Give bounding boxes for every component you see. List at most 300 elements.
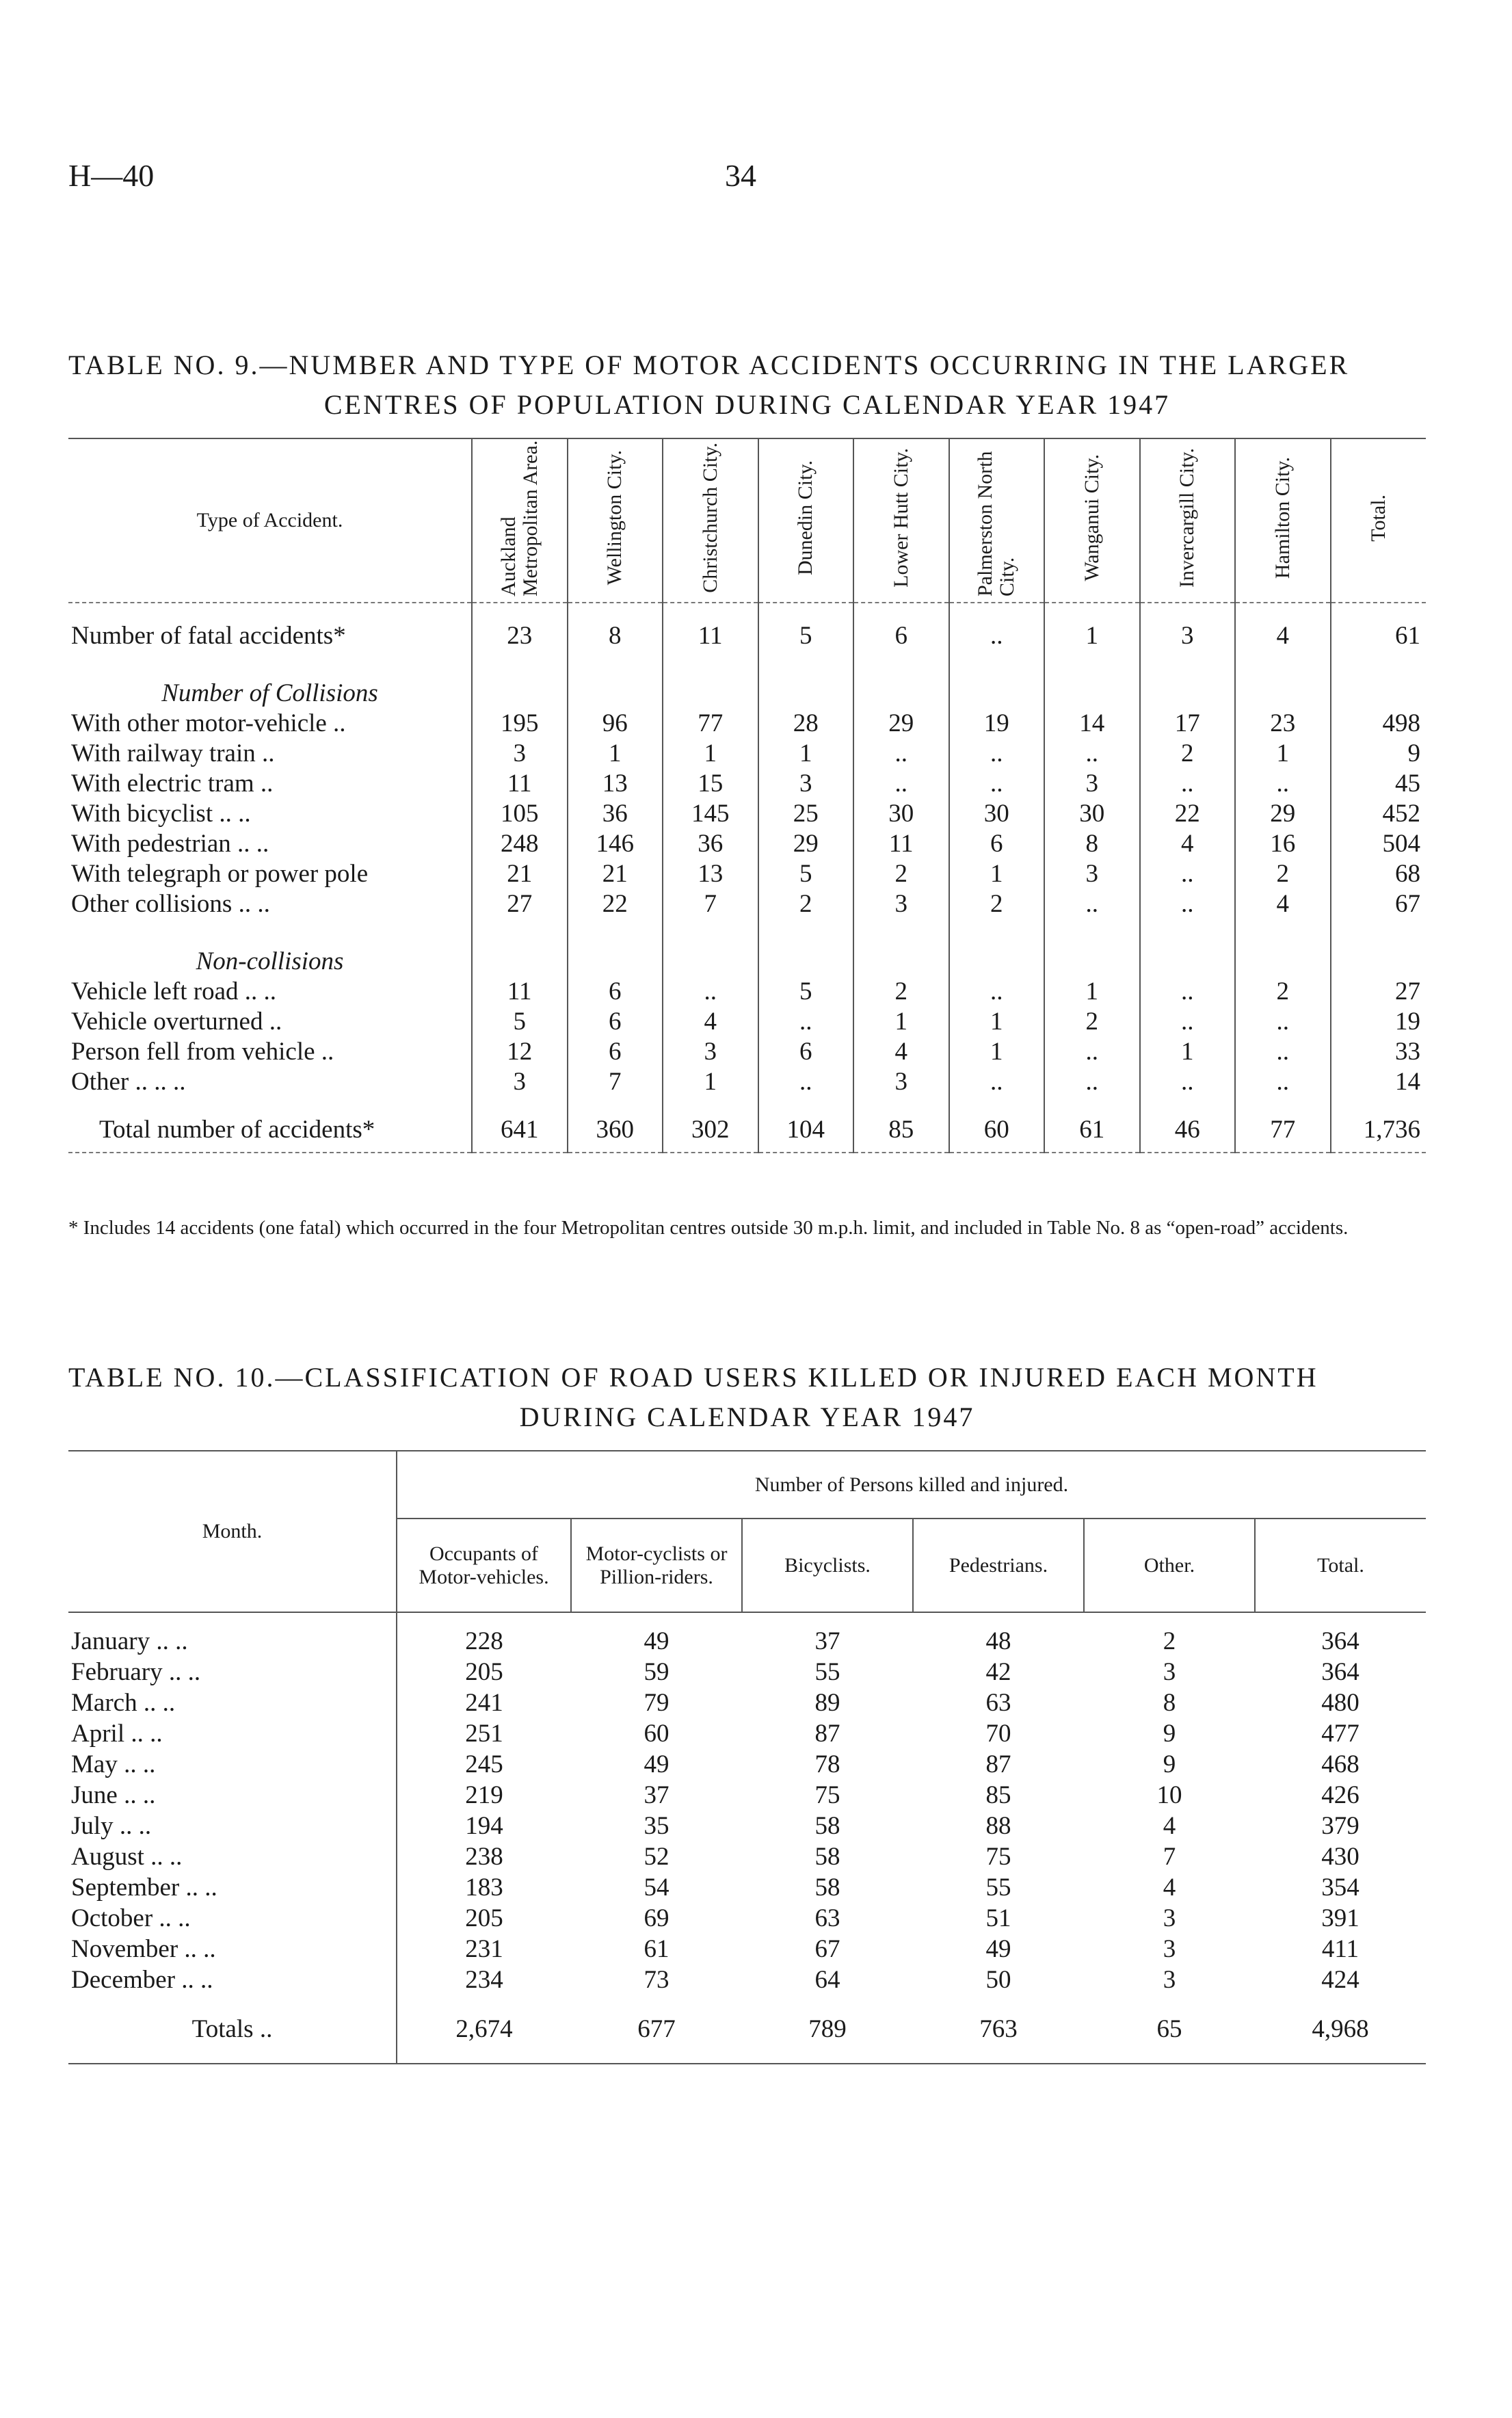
table9-cell: .. bbox=[1235, 1037, 1331, 1067]
table9-cell: 3 bbox=[663, 1037, 758, 1067]
table9-cell: 1 bbox=[949, 859, 1045, 889]
table9-cell: 33 bbox=[1331, 1037, 1427, 1067]
table10-cell: 379 bbox=[1321, 1812, 1360, 1840]
table9-cell: 1 bbox=[949, 1007, 1045, 1037]
table9-row-label: Number of fatal accidents* bbox=[71, 622, 346, 650]
table9-cell: .. bbox=[1235, 1067, 1331, 1097]
table9-cell: 3 bbox=[1140, 603, 1236, 651]
table10-total-cell: 4,968 bbox=[1255, 1995, 1426, 2064]
table9-cell: 36 bbox=[663, 829, 758, 859]
table9-cell: 61 bbox=[1044, 1097, 1140, 1153]
table9-cell: .. bbox=[1140, 977, 1236, 1007]
table10-month-label: April .. .. bbox=[71, 1720, 163, 1748]
table9-empty-cell bbox=[568, 651, 663, 709]
table10-cell: 64 bbox=[814, 1966, 840, 1994]
table9-cell: 4 bbox=[1235, 603, 1331, 651]
noncollisions-subheading: Non-collisions bbox=[196, 947, 344, 975]
table9-cell: 5 bbox=[472, 1007, 568, 1037]
table9-row bbox=[68, 1037, 1426, 1067]
table9-cell: 1 bbox=[758, 739, 854, 769]
table9-column-label: Lower Hutt City. bbox=[889, 448, 912, 588]
table10-caption-line2: DURING CALENDAR YEAR 1947 bbox=[519, 1402, 975, 1432]
table10-row bbox=[68, 1718, 1426, 1749]
table9-cell: .. bbox=[1140, 1067, 1236, 1097]
table10-cell: 63 bbox=[985, 1689, 1011, 1717]
table9-cell: 641 bbox=[472, 1097, 568, 1153]
table9-empty-cell bbox=[663, 651, 758, 709]
table9-cell: 6 bbox=[758, 1037, 854, 1067]
table9-cell: 61 bbox=[1331, 603, 1427, 651]
table10-totals-label: Totals .. bbox=[68, 1995, 397, 2064]
table9-cell: 27 bbox=[472, 889, 568, 919]
table10-month-label: September .. .. bbox=[71, 1874, 217, 1902]
table9-cell: 29 bbox=[853, 709, 949, 739]
table10-cell: 391 bbox=[1321, 1904, 1360, 1932]
table9-column-label: Auckland Metropolitan Area. bbox=[496, 440, 542, 596]
table9-cell: 2 bbox=[1235, 859, 1331, 889]
table10-cell: 477 bbox=[1321, 1720, 1360, 1748]
table9-row-label: With electric tram .. bbox=[71, 770, 274, 798]
table9-cell: .. bbox=[949, 739, 1045, 769]
table9-cell: 4 bbox=[1140, 829, 1236, 859]
table10-cell: 251 bbox=[397, 1718, 571, 1749]
table9-cell: .. bbox=[853, 769, 949, 799]
table9-cell: 60 bbox=[949, 1097, 1045, 1153]
table10-row bbox=[68, 1749, 1426, 1780]
table9-cell: .. bbox=[1044, 889, 1140, 919]
table9-cell: 77 bbox=[663, 709, 758, 739]
table9-cell: .. bbox=[663, 977, 758, 1007]
table9-row-label: With bicyclist .. .. bbox=[71, 800, 251, 828]
table10-cell: 58 bbox=[814, 1812, 840, 1840]
table9-cell: 77 bbox=[1235, 1097, 1331, 1153]
table9-cell: .. bbox=[1044, 1067, 1140, 1097]
table9-column-label: Wellington City. bbox=[603, 450, 626, 586]
table10-cell: 60 bbox=[644, 1720, 669, 1748]
table9-cell: 85 bbox=[853, 1097, 949, 1153]
table9-cell: .. bbox=[1140, 859, 1236, 889]
table9-empty-cell bbox=[1235, 651, 1331, 709]
table9-cell: 11 bbox=[472, 769, 568, 799]
table9-row bbox=[68, 769, 1426, 799]
table10-cell: 411 bbox=[1321, 1935, 1360, 1963]
table9-row-label: Vehicle overturned .. bbox=[71, 1008, 282, 1036]
table10-month-label: November .. .. bbox=[71, 1935, 216, 1963]
table10-cell: 55 bbox=[985, 1874, 1011, 1902]
table10-cell: 364 bbox=[1321, 1627, 1360, 1655]
table9-cell: 1,736 bbox=[1331, 1097, 1427, 1153]
table10-row bbox=[68, 1687, 1426, 1718]
table10-cell: 85 bbox=[985, 1781, 1011, 1809]
table10-total-cell: 2,674 bbox=[397, 1995, 571, 2064]
table9-empty-cell bbox=[1331, 651, 1427, 709]
table9-cell: 6 bbox=[568, 1007, 663, 1037]
table10-cell: 8 bbox=[1163, 1689, 1176, 1717]
noncollisions-subheading-row bbox=[68, 919, 1426, 977]
table10-cell: 75 bbox=[985, 1843, 1011, 1871]
table10-cell: 3 bbox=[1163, 1935, 1176, 1963]
table9-cell: 11 bbox=[663, 603, 758, 651]
table9-cell: .. bbox=[1140, 1007, 1236, 1037]
table9-type-header: Type of Accident. bbox=[68, 438, 472, 603]
table10-row bbox=[68, 1841, 1426, 1872]
table10-cell: 75 bbox=[814, 1781, 840, 1809]
table9-cell: 15 bbox=[663, 769, 758, 799]
table9-cell: 452 bbox=[1331, 799, 1427, 829]
table10-row bbox=[68, 1934, 1426, 1964]
table10-column-header: Pedestrians. bbox=[913, 1519, 1084, 1612]
table9-column-header bbox=[472, 438, 568, 603]
table9-cell: 28 bbox=[758, 709, 854, 739]
table9-row-label: Person fell from vehicle .. bbox=[71, 1038, 334, 1066]
table9-row bbox=[68, 889, 1426, 919]
table9-cell: 19 bbox=[1331, 1007, 1427, 1037]
table9-column-label: Palmerston North City. bbox=[974, 451, 1019, 596]
table9-row-label: With other motor-vehicle .. bbox=[71, 709, 346, 737]
table10-row bbox=[68, 1612, 1426, 1657]
table10-cell: 87 bbox=[985, 1750, 1011, 1778]
table10-cell: 59 bbox=[644, 1658, 669, 1686]
table9-cell: 25 bbox=[758, 799, 854, 829]
table10-cell: 10 bbox=[1156, 1781, 1182, 1809]
table9-row-label: Total number of accidents* bbox=[68, 1097, 472, 1153]
table9-cell: 21 bbox=[568, 859, 663, 889]
table9-cell: 6 bbox=[853, 603, 949, 651]
table9-row bbox=[68, 603, 1426, 651]
table9-cell: 3 bbox=[758, 769, 854, 799]
table9-row bbox=[68, 799, 1426, 829]
table10-caption bbox=[68, 1358, 1426, 1437]
table9-cell: 1 bbox=[663, 1067, 758, 1097]
table9-cell: 67 bbox=[1331, 889, 1427, 919]
table10-cell: 55 bbox=[814, 1658, 840, 1686]
table9-caption bbox=[68, 345, 1426, 425]
table9-footnote: * Includes 14 accidents (one fatal) which occurred in the four Metropolitan centres outside 30 m.p.h. limit, and included in Table No. 8 as “open-road” accidents. bbox=[68, 1217, 1349, 1239]
table9-cell: 6 bbox=[568, 977, 663, 1007]
table9-cell: 1 bbox=[1044, 977, 1140, 1007]
table10-cell: 354 bbox=[1321, 1874, 1360, 1902]
table9-empty-cell bbox=[472, 651, 568, 709]
table9-cell: 46 bbox=[1140, 1097, 1236, 1153]
table9-cell: .. bbox=[758, 1007, 854, 1037]
table9-cell: 7 bbox=[663, 889, 758, 919]
table10-cell: 49 bbox=[644, 1750, 669, 1778]
table9-row-label: With telegraph or power pole bbox=[71, 860, 369, 888]
table10-cell: 468 bbox=[1321, 1750, 1360, 1778]
table9-column-label: Hamilton City. bbox=[1271, 456, 1294, 579]
table9-cell: .. bbox=[949, 603, 1045, 651]
table10-month-label: July .. .. bbox=[71, 1812, 152, 1840]
table9-cell: .. bbox=[1044, 739, 1140, 769]
table10-cell: 205 bbox=[397, 1903, 571, 1934]
table9-cell: .. bbox=[1140, 769, 1236, 799]
table10-cell: 4 bbox=[1163, 1812, 1176, 1840]
table9-cell: 3 bbox=[472, 1067, 568, 1097]
table9-cell: 1 bbox=[568, 739, 663, 769]
table10-month-label: August .. .. bbox=[71, 1843, 183, 1871]
table10-column-header: Motor-cyclists or Pillion-riders. bbox=[571, 1519, 742, 1612]
table9-cell: 1 bbox=[1044, 603, 1140, 651]
table9-cell: 1 bbox=[663, 739, 758, 769]
table9-empty-cell bbox=[758, 651, 854, 709]
table9-cell: 17 bbox=[1140, 709, 1236, 739]
table10-column-header: Other. bbox=[1084, 1519, 1255, 1612]
table9-cell: 3 bbox=[472, 739, 568, 769]
table9 bbox=[68, 438, 1426, 1153]
table9-row bbox=[68, 1007, 1426, 1037]
table10-cell: 426 bbox=[1321, 1781, 1360, 1809]
table10-cell: 9 bbox=[1163, 1750, 1176, 1778]
table10-row bbox=[68, 1811, 1426, 1841]
table9-cell: .. bbox=[758, 1067, 854, 1097]
table10-cell: 245 bbox=[397, 1749, 571, 1780]
table9-cell: .. bbox=[853, 739, 949, 769]
table9-cell: .. bbox=[949, 769, 1045, 799]
table9-cell: 504 bbox=[1331, 829, 1427, 859]
table9-cell: 105 bbox=[472, 799, 568, 829]
table9-row bbox=[68, 977, 1426, 1007]
table10-total-cell: 763 bbox=[913, 1995, 1084, 2064]
table9-cell: 36 bbox=[568, 799, 663, 829]
table9-cell: 30 bbox=[853, 799, 949, 829]
table9-column-header bbox=[853, 438, 949, 603]
table9-cell: 302 bbox=[663, 1097, 758, 1153]
table10-cell: 37 bbox=[814, 1627, 840, 1655]
table9-cell: 68 bbox=[1331, 859, 1427, 889]
table9-column-header bbox=[1044, 438, 1140, 603]
table9-cell: 360 bbox=[568, 1097, 663, 1153]
page-number: 34 bbox=[725, 158, 756, 193]
table10-month-label: December .. .. bbox=[71, 1966, 213, 1994]
table10-cell: 73 bbox=[644, 1966, 669, 1994]
table10-cell: 35 bbox=[644, 1812, 669, 1840]
table10-column-header: Total. bbox=[1255, 1519, 1426, 1612]
table9-empty-cell bbox=[1235, 919, 1331, 977]
table9-cell: 104 bbox=[758, 1097, 854, 1153]
table9-column-label: Invercargill City. bbox=[1176, 447, 1199, 588]
table10-cell: 67 bbox=[814, 1935, 840, 1963]
table9-row bbox=[68, 1097, 1426, 1153]
table9-cell: 22 bbox=[1140, 799, 1236, 829]
table9-cell: 2 bbox=[1235, 977, 1331, 1007]
table9-cell: 3 bbox=[853, 889, 949, 919]
table9-cell: 30 bbox=[949, 799, 1045, 829]
table9-row bbox=[68, 829, 1426, 859]
table9-cell: 22 bbox=[568, 889, 663, 919]
table10-cell: 87 bbox=[814, 1720, 840, 1748]
table9-cell: 16 bbox=[1235, 829, 1331, 859]
table9-empty-cell bbox=[1140, 919, 1236, 977]
table10-cell: 480 bbox=[1321, 1689, 1360, 1717]
table10-cell: 430 bbox=[1321, 1843, 1360, 1871]
table10-row bbox=[68, 1903, 1426, 1934]
table9-cell: 145 bbox=[663, 799, 758, 829]
table10-month-label: January .. .. bbox=[71, 1627, 188, 1655]
table9-cell: 3 bbox=[1044, 859, 1140, 889]
table9-cell: 13 bbox=[568, 769, 663, 799]
table9-cell: 1 bbox=[1235, 739, 1331, 769]
table9-cell: 2 bbox=[758, 889, 854, 919]
table9-column-label: Wanganui City. bbox=[1080, 454, 1103, 581]
table9-row-label: Vehicle left road .. .. bbox=[71, 977, 276, 1006]
table9-cell: 2 bbox=[1044, 1007, 1140, 1037]
table10-cell: 58 bbox=[814, 1874, 840, 1902]
table10-cell: 7 bbox=[1163, 1843, 1176, 1871]
table9-column-label: Christchurch City. bbox=[698, 443, 721, 593]
table9-cell: 45 bbox=[1331, 769, 1427, 799]
table10-row bbox=[68, 1780, 1426, 1811]
table9-cell: 248 bbox=[472, 829, 568, 859]
table10-cell: 88 bbox=[985, 1812, 1011, 1840]
table9-column-label: Total. bbox=[1366, 494, 1390, 542]
table9-empty-cell bbox=[1140, 651, 1236, 709]
table9-empty-cell bbox=[949, 919, 1045, 977]
table9-cell: 5 bbox=[758, 977, 854, 1007]
table9-row-label: With pedestrian .. .. bbox=[71, 830, 269, 858]
table10-month-label: February .. .. bbox=[71, 1658, 201, 1686]
table9-cell: 11 bbox=[472, 977, 568, 1007]
table10-cell: 3 bbox=[1163, 1658, 1176, 1686]
table10-cell: 42 bbox=[985, 1658, 1011, 1686]
table9-cell: 9 bbox=[1331, 739, 1427, 769]
table9-cell: 19 bbox=[949, 709, 1045, 739]
table10-month-header: Month. bbox=[68, 1451, 397, 1612]
table10-cell: 50 bbox=[985, 1966, 1011, 1994]
table9-empty-cell bbox=[758, 919, 854, 977]
table9-cell: .. bbox=[949, 1067, 1045, 1097]
table10-cell: 2 bbox=[1163, 1627, 1176, 1655]
table10-total-cell: 65 bbox=[1084, 1995, 1255, 2064]
table9-row bbox=[68, 1067, 1426, 1097]
table9-row bbox=[68, 709, 1426, 739]
table9-cell: 3 bbox=[853, 1067, 949, 1097]
table10-cell: 231 bbox=[397, 1934, 571, 1964]
table10-cell: 234 bbox=[397, 1964, 571, 1995]
table9-cell: 29 bbox=[758, 829, 854, 859]
table9-cell: 2 bbox=[949, 889, 1045, 919]
table10-month-label: March .. .. bbox=[71, 1689, 176, 1717]
table9-cell: 5 bbox=[758, 859, 854, 889]
table10-cell: 37 bbox=[644, 1781, 669, 1809]
table10 bbox=[68, 1450, 1426, 2064]
table10-cell: 48 bbox=[985, 1627, 1011, 1655]
table9-cell: 8 bbox=[1044, 829, 1140, 859]
table10-cell: 238 bbox=[397, 1841, 571, 1872]
table9-row-label: Other collisions .. .. bbox=[71, 890, 270, 918]
table9-row bbox=[68, 739, 1426, 769]
table9-cell: .. bbox=[1140, 889, 1236, 919]
table9-cell: 2 bbox=[853, 859, 949, 889]
table9-caption-line2: CENTRES OF POPULATION DURING CALENDAR YEAR 1947 bbox=[323, 389, 1171, 420]
collisions-subheading-row bbox=[68, 651, 1426, 709]
table10-cell: 49 bbox=[644, 1627, 669, 1655]
table10-month-label: October .. .. bbox=[71, 1904, 191, 1932]
table9-empty-cell bbox=[949, 651, 1045, 709]
table10-month-label: June .. .. bbox=[71, 1781, 156, 1809]
table10-cell: 205 bbox=[397, 1657, 571, 1687]
table9-cell: .. bbox=[1044, 1037, 1140, 1067]
table9-cell: 1 bbox=[1140, 1037, 1236, 1067]
table9-row bbox=[68, 859, 1426, 889]
table9-cell: 13 bbox=[663, 859, 758, 889]
table10-cell: 51 bbox=[985, 1904, 1011, 1932]
table9-cell: 96 bbox=[568, 709, 663, 739]
table9-cell: 21 bbox=[472, 859, 568, 889]
table9-cell: 2 bbox=[853, 977, 949, 1007]
table10-cell: 9 bbox=[1163, 1720, 1176, 1748]
table9-cell: 146 bbox=[568, 829, 663, 859]
table10-row bbox=[68, 1872, 1426, 1903]
table9-cell: 7 bbox=[568, 1067, 663, 1097]
table9-cell: 14 bbox=[1044, 709, 1140, 739]
table9-caption-line1: TABLE NO. 9.—NUMBER AND TYPE OF MOTOR ACCIDENTS OCCURRING IN THE LARGER bbox=[68, 350, 1350, 380]
table10-cell: 78 bbox=[814, 1750, 840, 1778]
table10-cell: 70 bbox=[985, 1720, 1011, 1748]
table9-cell: 14 bbox=[1331, 1067, 1427, 1097]
table10-row bbox=[68, 1657, 1426, 1687]
table9-cell: 498 bbox=[1331, 709, 1427, 739]
table10-group-header: Number of Persons killed and injured. bbox=[397, 1451, 1426, 1519]
table9-cell: 23 bbox=[472, 603, 568, 651]
table10-column-header: Occupants of Motor-vehicles. bbox=[397, 1519, 571, 1612]
table9-empty-cell bbox=[472, 919, 568, 977]
table9-column-header bbox=[758, 438, 854, 603]
table10-cell: 54 bbox=[644, 1874, 669, 1902]
table9-cell: 27 bbox=[1331, 977, 1427, 1007]
table10-cell: 63 bbox=[814, 1904, 840, 1932]
table10-row bbox=[68, 1964, 1426, 1995]
table10-cell: 69 bbox=[644, 1904, 669, 1932]
table10-cell: 61 bbox=[644, 1935, 669, 1963]
table9-cell: 5 bbox=[758, 603, 854, 651]
table9-column-header bbox=[1331, 438, 1427, 603]
table10-month-label: May .. .. bbox=[71, 1750, 156, 1778]
table9-cell: 6 bbox=[949, 829, 1045, 859]
table9-cell: 12 bbox=[472, 1037, 568, 1067]
table9-header-row bbox=[68, 438, 1426, 603]
table9-cell: 195 bbox=[472, 709, 568, 739]
table10-cell: 228 bbox=[397, 1612, 571, 1657]
table9-cell: 8 bbox=[568, 603, 663, 651]
table10-group-header-row bbox=[68, 1451, 1426, 1519]
table9-cell: .. bbox=[1235, 1007, 1331, 1037]
table9-cell: 6 bbox=[568, 1037, 663, 1067]
table9-row-label: With railway train .. bbox=[71, 739, 275, 767]
table10-caption-line1: TABLE NO. 10.—CLASSIFICATION OF ROAD USERS KILLED OR INJURED EACH MONTH bbox=[68, 1362, 1318, 1393]
table10-cell: 183 bbox=[397, 1872, 571, 1903]
table10-column-header: Bicyclists. bbox=[742, 1519, 913, 1612]
table10-total-cell: 677 bbox=[571, 1995, 742, 2064]
table9-cell: 1 bbox=[949, 1037, 1045, 1067]
table10-cell: 3 bbox=[1163, 1966, 1176, 1994]
collisions-subheading: Number of Collisions bbox=[161, 679, 378, 707]
table9-empty-cell bbox=[663, 919, 758, 977]
document-code: H—40 bbox=[68, 158, 155, 193]
table10-cell: 3 bbox=[1163, 1904, 1176, 1932]
table10-cell: 89 bbox=[814, 1689, 840, 1717]
table9-cell: 30 bbox=[1044, 799, 1140, 829]
table9-column-header bbox=[949, 438, 1045, 603]
table9-cell: 3 bbox=[1044, 769, 1140, 799]
table9-empty-cell bbox=[853, 919, 949, 977]
table9-empty-cell bbox=[568, 919, 663, 977]
table9-cell: 11 bbox=[853, 829, 949, 859]
table9-empty-cell bbox=[1044, 919, 1140, 977]
table10-cell: 49 bbox=[985, 1935, 1011, 1963]
table9-cell: .. bbox=[949, 977, 1045, 1007]
table10-cell: 241 bbox=[397, 1687, 571, 1718]
table9-cell: 2 bbox=[1140, 739, 1236, 769]
